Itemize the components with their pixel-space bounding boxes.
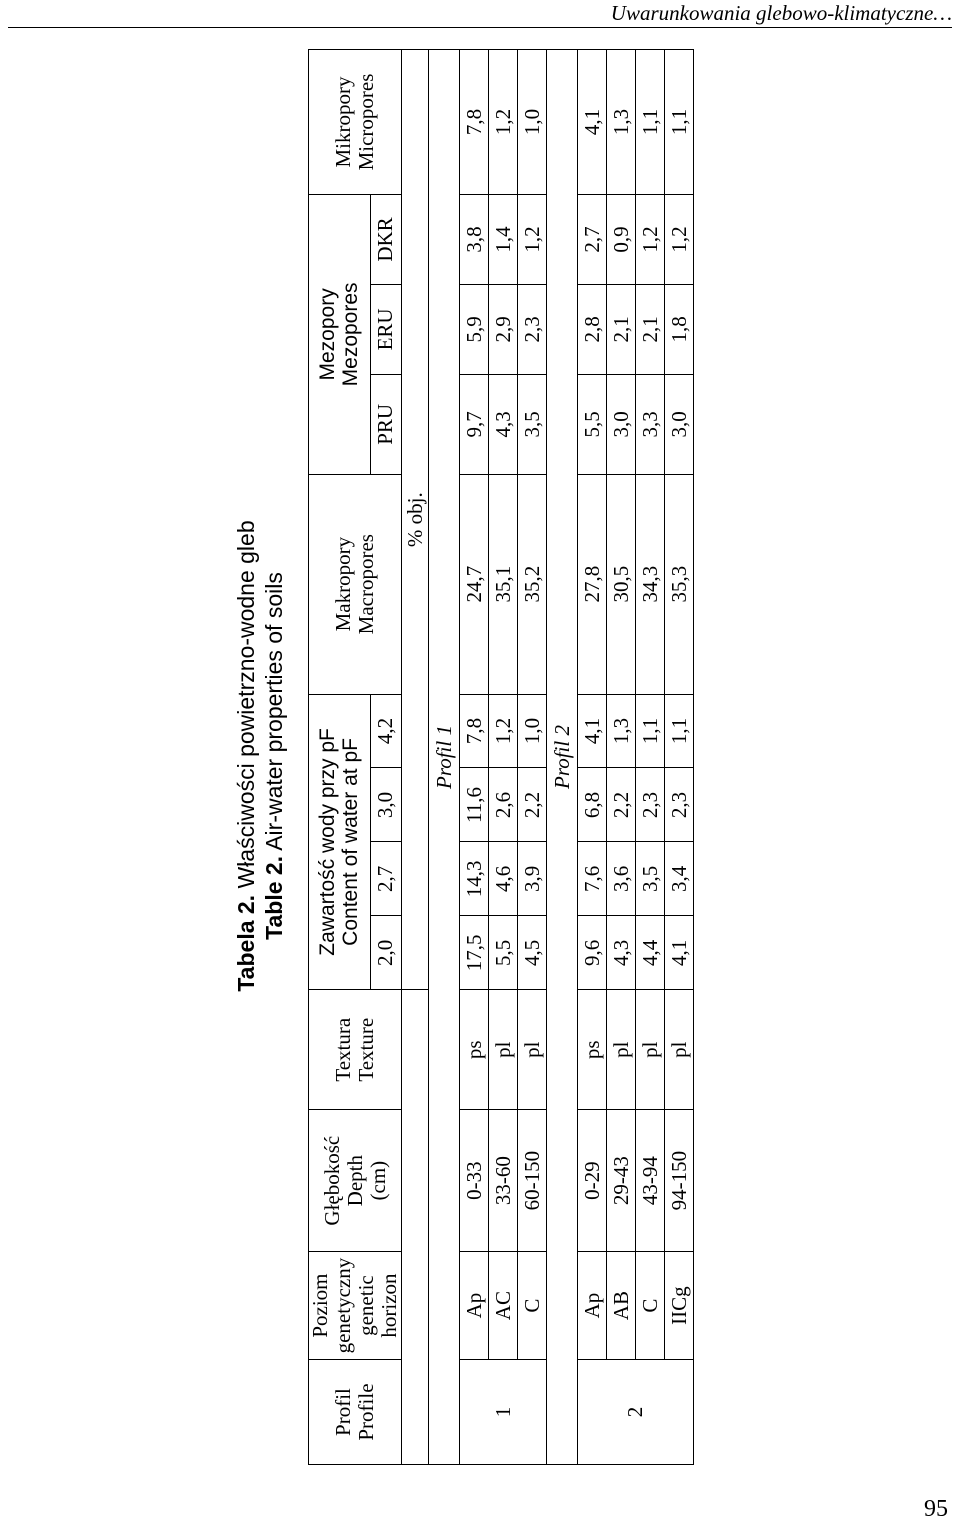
cell: 17,5	[460, 916, 489, 990]
cell: C	[636, 1252, 665, 1360]
table-row	[460, 50, 489, 1465]
header-meso-sub: ERU	[370, 284, 401, 374]
header-pf-value: 2,0	[370, 916, 401, 990]
cell: 2,3	[665, 768, 694, 842]
table-row	[607, 50, 636, 1465]
cell: 2,1	[607, 284, 636, 374]
cell: 1,3	[607, 694, 636, 768]
running-head: Uwarunkowania glebowo-klimatyczne…	[8, 0, 952, 28]
cell: pl	[489, 990, 518, 1110]
cell: 0-29	[578, 1110, 607, 1252]
cell: Ap	[460, 1252, 489, 1360]
cell: 1,8	[665, 284, 694, 374]
rotated-table-block	[232, 47, 732, 1465]
cell: 43-94	[636, 1110, 665, 1252]
cell: C	[518, 1252, 547, 1360]
header-water-en: Content of water at pF	[339, 738, 363, 946]
cell: 0-33	[460, 1110, 489, 1252]
cell: pl	[636, 990, 665, 1110]
header-pf-value: 3,0	[370, 768, 401, 842]
cell: 2,6	[489, 768, 518, 842]
cell: 2,3	[518, 284, 547, 374]
cell: pl	[518, 990, 547, 1110]
cell: 7,8	[460, 50, 489, 195]
header-profile-en: Profile	[354, 1383, 378, 1441]
cell: 94-150	[665, 1110, 694, 1252]
header-water	[309, 694, 371, 990]
cell: 7,6	[578, 842, 607, 916]
cell: 14,3	[460, 842, 489, 916]
cell: 3,5	[636, 842, 665, 916]
header-meso-sub: PRU	[370, 374, 401, 474]
cell: 2,9	[489, 284, 518, 374]
cell: 35,3	[665, 474, 694, 694]
profile-cell: 2	[578, 1360, 694, 1465]
header-depth	[309, 1110, 402, 1252]
cell: 33-60	[489, 1110, 518, 1252]
cell: 4,3	[607, 916, 636, 990]
cell: 1,0	[518, 694, 547, 768]
caption-label-en: Table 2.	[261, 855, 287, 940]
header-horizon-en1: genetic	[354, 1275, 378, 1336]
caption-text-en: Air-water properties of soils	[261, 572, 287, 851]
header-horizon-pl2: genetyczny	[331, 1257, 355, 1354]
header-meso-en: Mezopores	[339, 282, 363, 387]
header-micro-en: Micropores	[354, 73, 378, 171]
cell: 1,1	[665, 50, 694, 195]
cell: 1,1	[636, 694, 665, 768]
header-profile	[309, 1360, 402, 1465]
caption-line-1	[232, 47, 260, 1465]
header-horizon-pl1: Poziom	[308, 1273, 332, 1338]
header-depth-pl: Głębokość	[319, 1135, 344, 1226]
cell: 24,7	[460, 474, 489, 694]
cell: 1,2	[518, 195, 547, 285]
cell: 35,1	[489, 474, 518, 694]
cell: 1,3	[607, 50, 636, 195]
header-texture	[309, 990, 402, 1110]
cell: 2,1	[636, 284, 665, 374]
cell: 2,7	[578, 195, 607, 285]
caption-line-2	[260, 47, 288, 1465]
header-profile-pl: Profil	[331, 1388, 355, 1436]
header-horizon	[309, 1252, 402, 1360]
cell: 3,6	[607, 842, 636, 916]
cell: 4,3	[489, 374, 518, 474]
cell: 4,1	[578, 694, 607, 768]
cell: 2,2	[518, 768, 547, 842]
cell: 4,1	[578, 50, 607, 195]
cell: 1,1	[636, 50, 665, 195]
header-texture-pl: Textura	[331, 1017, 355, 1082]
cell: 1,2	[665, 195, 694, 285]
cell: 4,4	[636, 916, 665, 990]
cell: pl	[607, 990, 636, 1110]
table-row	[665, 50, 694, 1465]
table-row	[489, 50, 518, 1465]
cell: 2,3	[636, 768, 665, 842]
caption-text-pl: Właściwości powietrzno-wodne gleb	[233, 520, 259, 889]
cell: pl	[665, 990, 694, 1110]
header-macro-pl: Makropory	[331, 536, 355, 632]
cell: 27,8	[578, 474, 607, 694]
header-pf-value: 2,7	[370, 842, 401, 916]
header-texture-en: Texture	[354, 1017, 378, 1082]
cell: 29-43	[607, 1110, 636, 1252]
cell: 1,2	[489, 50, 518, 195]
cell: 4,6	[489, 842, 518, 916]
cell: 60-150	[518, 1110, 547, 1252]
cell: IICg	[665, 1252, 694, 1360]
header-micropores	[309, 50, 402, 195]
cell: 9,6	[578, 916, 607, 990]
cell: 3,4	[665, 842, 694, 916]
cell: 1,2	[636, 195, 665, 285]
header-depth-en: Depth	[342, 1154, 367, 1207]
cell: 7,8	[460, 694, 489, 768]
cell: 3,0	[607, 374, 636, 474]
profile-cell: 1	[460, 1360, 547, 1465]
caption-label-pl: Tabela 2.	[233, 894, 259, 992]
cell: ps	[578, 990, 607, 1110]
cell: 5,5	[578, 374, 607, 474]
cell: 1,2	[489, 694, 518, 768]
header-meso-sub: DKR	[370, 195, 401, 285]
cell: 5,5	[489, 916, 518, 990]
cell: AB	[607, 1252, 636, 1360]
cell: 5,9	[460, 284, 489, 374]
header-macro-en: Macropores	[354, 534, 378, 635]
cell: 1,4	[489, 195, 518, 285]
cell: 11,6	[460, 768, 489, 842]
table-row	[518, 50, 547, 1465]
cell: 35,2	[518, 474, 547, 694]
header-horizon-en2: horizon	[377, 1273, 401, 1338]
section-label: Profil 2	[547, 50, 578, 1465]
cell: Ap	[578, 1252, 607, 1360]
cell: 9,7	[460, 374, 489, 474]
cell: ps	[460, 990, 489, 1110]
cell: 3,0	[665, 374, 694, 474]
cell: 4,5	[518, 916, 547, 990]
cell: 34,3	[636, 474, 665, 694]
table-row	[578, 50, 607, 1465]
header-macropores	[309, 474, 402, 694]
cell: 1,1	[665, 694, 694, 768]
cell: 3,9	[518, 842, 547, 916]
header-depth-unit: (cm)	[365, 1160, 390, 1201]
table-row	[636, 50, 665, 1465]
cell: 3,5	[518, 374, 547, 474]
section-label: Profil 1	[429, 50, 460, 1465]
header-meso-pl: Mezopory	[316, 288, 340, 381]
page-number: 95	[924, 1496, 948, 1522]
cell: 30,5	[607, 474, 636, 694]
cell: 0,9	[607, 195, 636, 285]
cell: 2,2	[607, 768, 636, 842]
header-micro-pl: Mikropory	[331, 76, 355, 168]
cell: 4,1	[665, 916, 694, 990]
cell: 2,8	[578, 284, 607, 374]
header-water-pl: Zawartość wody przy pF	[316, 728, 340, 956]
header-mesopores	[309, 195, 371, 475]
header-pf-value: 4,2	[370, 694, 401, 768]
cell: AC	[489, 1252, 518, 1360]
cell: 1,0	[518, 50, 547, 195]
unit-label: % obj.	[402, 50, 429, 990]
cell: 3,8	[460, 195, 489, 285]
cell: 3,3	[636, 374, 665, 474]
soil-properties-table	[308, 49, 694, 1465]
cell: 6,8	[578, 768, 607, 842]
